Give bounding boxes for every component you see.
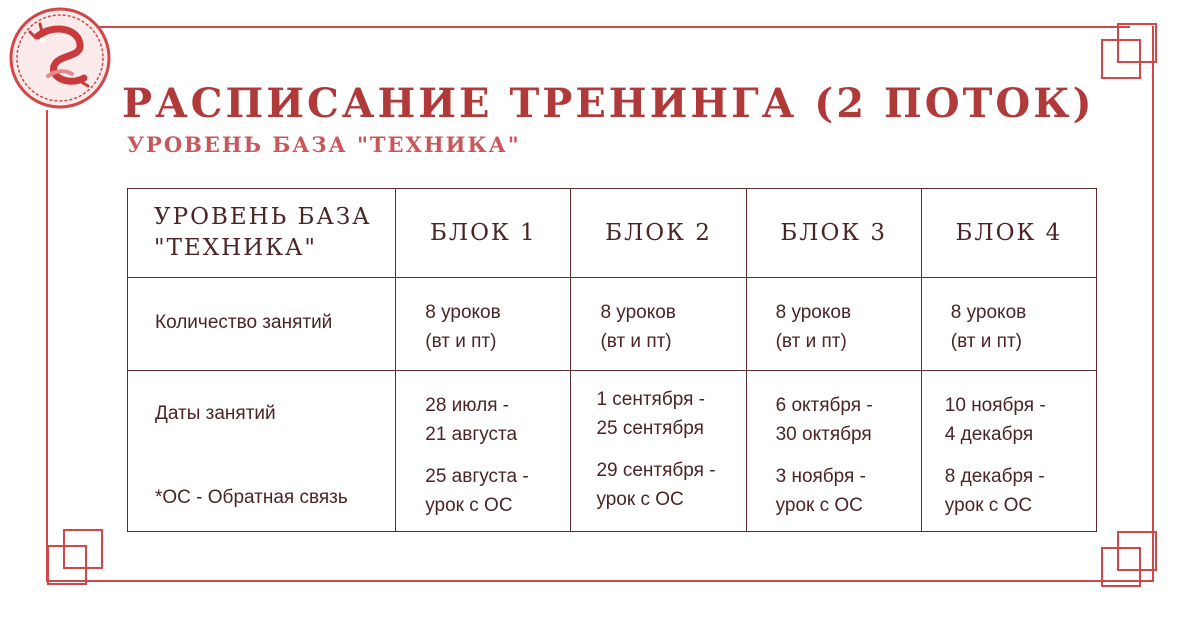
- count-days: (вт и пт): [600, 330, 672, 352]
- feedback-date: 8 декабря -: [944, 466, 1045, 487]
- count-value: 8 уроков: [950, 302, 1027, 323]
- feedback-lesson: урок с ОС: [425, 494, 513, 516]
- count-cell-3: [746, 278, 921, 371]
- count-days: (вт и пт): [775, 330, 847, 352]
- header-block-1: БЛОК 1: [396, 189, 571, 278]
- frame-left-line: [46, 110, 48, 580]
- date-range-end: 21 августа: [425, 423, 518, 445]
- row-label-cell: [128, 278, 396, 371]
- date-range-start: 1 сентября -: [596, 389, 705, 410]
- count-days: (вт и пт): [950, 330, 1022, 352]
- dates-cell-3: [746, 371, 921, 532]
- feedback-date: 29 сентября -: [596, 460, 716, 481]
- feedback-lesson: урок с ОС: [775, 494, 863, 516]
- feedback-note: *ОС - Обратная связь: [155, 487, 348, 508]
- date-range-end: 25 сентября: [596, 417, 704, 439]
- count-cell-2: [571, 278, 746, 371]
- table-header-row: [128, 189, 1097, 278]
- header-block-4: БЛОК 4: [921, 189, 1096, 278]
- corner-ornament-bottom-left-icon: [46, 528, 104, 586]
- dragon-emblem-icon: [8, 6, 112, 110]
- count-value: 8 уроков: [425, 302, 501, 323]
- corner-ornament-bottom-right-icon: [1100, 530, 1158, 588]
- header-block-2: БЛОК 2: [571, 189, 746, 278]
- header-block-3: БЛОК 3: [746, 189, 921, 278]
- corner-ornament-top-right-icon: [1100, 22, 1158, 80]
- count-cell-4: [921, 278, 1096, 371]
- row-count-label: Количество занятий: [155, 312, 333, 333]
- row-label-cell: [128, 371, 396, 532]
- count-value: 8 уроков: [775, 302, 852, 323]
- frame-bottom-line: [46, 580, 1154, 582]
- header-level-cell: [128, 189, 396, 278]
- feedback-date: 25 августа -: [425, 466, 529, 487]
- frame-top-line: [90, 26, 1130, 28]
- table-row-count: [128, 278, 1097, 371]
- date-range-start: 10 ноября -: [944, 395, 1046, 416]
- feedback-lesson: урок с ОС: [596, 488, 684, 510]
- page-subtitle: УРОВЕНЬ БАЗА "ТЕХНИКА": [127, 132, 521, 157]
- date-range-end: 30 октября: [775, 423, 872, 445]
- count-cell-1: [396, 278, 571, 371]
- feedback-lesson: урок с ОС: [944, 494, 1033, 516]
- date-range-end: 4 декабря: [944, 423, 1034, 445]
- date-range-start: 6 октября -: [775, 395, 873, 416]
- header-level-line2: "ТЕХНИКА": [154, 235, 317, 261]
- schedule-table: [127, 188, 1097, 532]
- row-dates-label: Даты занятий: [155, 403, 276, 424]
- count-value: 8 уроков: [600, 302, 676, 323]
- header-level-line1: УРОВЕНЬ БАЗА: [154, 203, 372, 230]
- page-title: РАСПИСАНИЕ ТРЕНИНГА (2 ПОТОК): [122, 80, 1095, 127]
- table-row-dates: [128, 371, 1097, 532]
- dates-cell-1: [396, 371, 571, 532]
- frame-right-line: [1152, 26, 1154, 580]
- count-days: (вт и пт): [425, 330, 497, 352]
- date-range-start: 28 июля -: [425, 395, 510, 416]
- dates-cell-2: [571, 371, 746, 532]
- feedback-date: 3 ноября -: [775, 466, 866, 487]
- dates-cell-4: [921, 371, 1096, 532]
